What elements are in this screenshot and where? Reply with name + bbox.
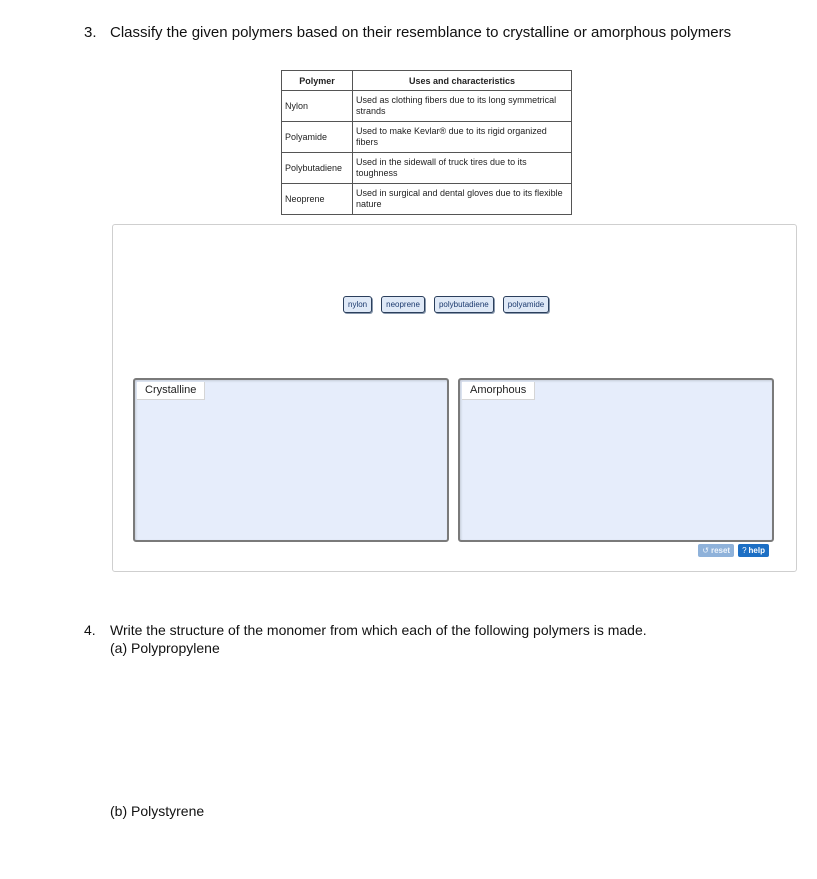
table-cell-uses: Used to make Kevlar® due to its rigid organized fibers: [353, 122, 572, 153]
question-4-part-a: (a) Polypropylene: [110, 640, 220, 656]
question-4-number: 4.: [84, 622, 96, 638]
table-cell-uses: Used in surgical and dental gloves due to its flexible nature: [353, 184, 572, 215]
question-3-number: 3.: [84, 24, 97, 41]
table-header-row: [282, 71, 572, 91]
table-cell-polymer: Nylon: [282, 91, 353, 122]
table-cell-uses: Used as clothing fibers due to its long symmetrical strands: [353, 91, 572, 122]
table-header-polymer: Polymer: [282, 71, 353, 91]
draggable-labels: [343, 296, 549, 313]
reset-label: reset: [710, 546, 731, 555]
label-nylon[interactable]: nylon: [343, 296, 372, 313]
table-cell-polymer: Polybutadiene: [282, 153, 353, 184]
question-3: [84, 24, 731, 41]
table-cell-polymer: Neoprene: [282, 184, 353, 215]
help-label: help: [748, 546, 765, 555]
bin-crystalline-title: Crystalline: [137, 382, 205, 400]
bin-amorphous-title: Amorphous: [462, 382, 535, 400]
table-row: [282, 122, 572, 153]
reset-button[interactable]: [698, 544, 734, 557]
question-4-part-b: (b) Polystyrene: [110, 803, 205, 819]
polymer-table: [281, 70, 572, 215]
bin-amorphous[interactable]: [458, 378, 774, 542]
label-neoprene[interactable]: neoprene: [381, 296, 425, 313]
table-row: [282, 153, 572, 184]
drag-and-drop-panel: [112, 224, 797, 572]
question-4-text: Write the structure of the monomer from which each of the following polymers is made.: [110, 622, 647, 638]
reset-icon: ↺: [702, 546, 709, 555]
help-button[interactable]: [738, 544, 769, 557]
label-polyamide[interactable]: polyamide: [503, 296, 549, 313]
control-buttons: [698, 544, 769, 557]
table-row: [282, 91, 572, 122]
question-3-text: Classify the given polymers based on their resemblance to crystalline or amorphous polymers: [110, 24, 732, 41]
table-cell-polymer: Polyamide: [282, 122, 353, 153]
question-4: [84, 622, 647, 638]
table-cell-uses: Used in the sidewall of truck tires due to its toughness: [353, 153, 572, 184]
help-icon: ?: [742, 546, 747, 555]
table-row: [282, 184, 572, 215]
table-header-uses: Uses and characteristics: [353, 71, 572, 91]
label-polybutadiene[interactable]: polybutadiene: [434, 296, 494, 313]
bin-crystalline[interactable]: [133, 378, 449, 542]
